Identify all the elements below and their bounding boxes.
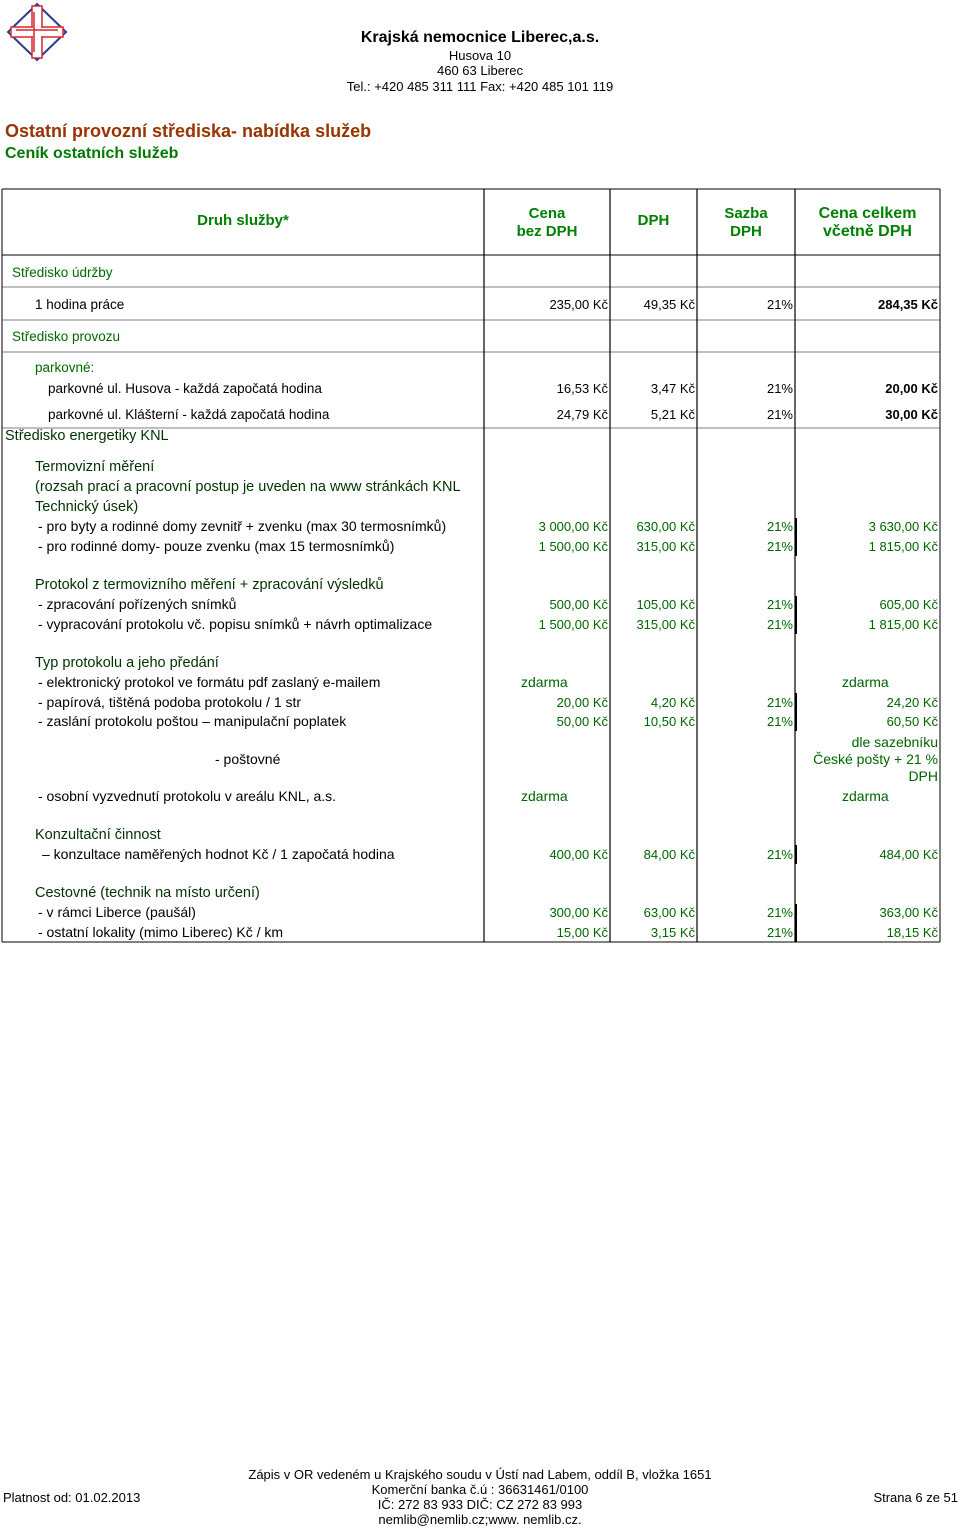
travel-item-total: 18,15 Kč	[886, 925, 938, 940]
hospital-logo	[4, 2, 70, 62]
company-phone: Tel.: +420 485 311 111 Fax: +420 485 101 119	[346, 79, 614, 94]
section-operations: Středisko provozu	[12, 329, 121, 344]
travel-item-rate: 21%	[766, 905, 793, 920]
col-service-header: Druh služby*	[197, 212, 289, 229]
protocol-item-label: - zpracování pořízených snímků	[38, 596, 237, 612]
delivery-postage-label: - poštovné	[215, 751, 281, 767]
row-vat: 5,21 Kč	[650, 407, 695, 422]
delivery-mail-label: - zaslání protokolu poštou – manipulační poplatek	[38, 713, 347, 729]
thermo-item-total: 3 630,00 Kč	[868, 519, 938, 534]
consult-item-total: 484,00 Kč	[879, 847, 938, 862]
delivery-mail-rate: 21%	[766, 714, 793, 729]
company-name: Krajská nemocnice Liberec,a.s.	[360, 29, 600, 46]
delivery-paper-rate: 21%	[766, 695, 793, 710]
consult-title: Konzultační činnost	[35, 827, 161, 843]
protocol-item-rate: 21%	[766, 597, 793, 612]
company-city: 460 63 Liberec	[436, 63, 523, 78]
protocol-item-label: - vypracování protokolu vč. popisu snímků + návrh optimalizace	[38, 616, 433, 632]
protocol-title: Protokol z termovizního měření + zpracování výsledků	[35, 577, 384, 593]
delivery-mail-total: 60,50 Kč	[886, 714, 938, 729]
consult-item-price: 400,00 Kč	[549, 847, 608, 862]
delivery-mail-price: 50,00 Kč	[556, 714, 608, 729]
travel-item-vat: 63,00 Kč	[643, 905, 695, 920]
col-price-header: Cena bez DPH	[516, 205, 578, 240]
protocol-item-rate: 21%	[766, 617, 793, 632]
row-label: parkovné ul. Klášterní - každá započatá hodina	[48, 407, 330, 422]
protocol-item-total: 605,00 Kč	[879, 597, 938, 612]
protocol-item-price: 1 500,00 Kč	[538, 617, 608, 632]
row-vat: 49,35 Kč	[643, 297, 695, 312]
thermo-item-price: 3 000,00 Kč	[538, 519, 608, 534]
delivery-email-label: - elektronický protokol ve formátu pdf zaslaný e-mailem	[38, 674, 381, 690]
page-number: Strana 6 ze 51	[873, 1490, 958, 1505]
row-rate: 21%	[766, 297, 793, 312]
col-vat-header: DPH	[637, 212, 670, 229]
col-rate-header: Sazba DPH	[724, 205, 768, 240]
col-total-header: Cena celkem včetně DPH	[818, 205, 917, 240]
delivery-title: Typ protokolu a jeho předání	[35, 655, 219, 671]
row-total: 284,35 Kč	[878, 297, 938, 312]
thermo-note: (rozsah prací a pracovní postup je uveden na www stránkách KNL	[35, 479, 461, 495]
row-total: 20,00 Kč	[885, 381, 938, 396]
delivery-postage-total: dle sazebníku České pošty + 21 % DPH	[813, 734, 938, 784]
row-price: 24,79 Kč	[556, 407, 608, 422]
row-vat: 3,47 Kč	[650, 381, 695, 396]
protocol-item-total: 1 815,00 Kč	[868, 617, 938, 632]
thermo-title: Termovizní měření	[35, 459, 155, 475]
travel-item-price: 300,00 Kč	[549, 905, 608, 920]
company-street: Husova 10	[448, 48, 512, 63]
travel-item-label: - v rámci Liberce (paušál)	[38, 904, 196, 920]
travel-item-vat: 3,15 Kč	[650, 925, 695, 940]
row-label: parkovné ul. Husova - každá započatá hodina	[48, 381, 322, 396]
delivery-paper-vat: 4,20 Kč	[650, 695, 695, 710]
row-label: 1 hodina práce	[35, 297, 125, 312]
travel-item-total: 363,00 Kč	[879, 905, 938, 920]
protocol-item-price: 500,00 Kč	[549, 597, 608, 612]
page-title: Ostatní provozní střediska- nabídka služeb	[5, 121, 372, 141]
consult-item-rate: 21%	[766, 847, 793, 862]
delivery-pickup-total: zdarma	[842, 788, 889, 804]
delivery-paper-total: 24,20 Kč	[886, 695, 938, 710]
row-total: 30,00 Kč	[885, 407, 938, 422]
thermo-item-label: - pro byty a rodinné domy zevnitř + zvenku (max 30 termosnímků)	[38, 518, 447, 534]
delivery-paper-label: - papírová, tištěná podoba protokolu / 1 str	[38, 694, 302, 710]
delivery-paper-price: 20,00 Kč	[556, 695, 608, 710]
consult-item-vat: 84,00 Kč	[643, 847, 695, 862]
travel-title: Cestovné (technik na místo určení)	[35, 885, 260, 901]
consult-item-label: – konzultace naměřených hodnot Kč / 1 započatá hodina	[42, 846, 395, 862]
section-parking: parkovné:	[35, 360, 95, 375]
row-price: 235,00 Kč	[549, 297, 608, 312]
thermo-item-price: 1 500,00 Kč	[538, 539, 608, 554]
thermo-item-label: - pro rodinné domy- pouze zvenku (max 15 termosnímků)	[38, 538, 395, 554]
thermo-dept: Technický úsek)	[35, 499, 139, 515]
row-price: 16,53 Kč	[556, 381, 608, 396]
travel-item-label: - ostatní lokality (mimo Liberec) Kč / km	[38, 924, 284, 940]
row-rate: 21%	[766, 407, 793, 422]
thermo-item-vat: 630,00 Kč	[636, 519, 695, 534]
delivery-pickup-label: - osobní vyzvednutí protokolu v areálu KNL, a.s.	[38, 788, 337, 804]
protocol-item-vat: 315,00 Kč	[636, 617, 695, 632]
row-rate: 21%	[766, 381, 793, 396]
protocol-item-vat: 105,00 Kč	[636, 597, 695, 612]
delivery-pickup-price: zdarma	[521, 788, 568, 804]
validity-date: Platnost od: 01.02.2013	[3, 1490, 141, 1505]
section-maintenance: Středisko údržby	[12, 265, 113, 280]
thermo-item-total: 1 815,00 Kč	[868, 539, 938, 554]
thermo-item-vat: 315,00 Kč	[636, 539, 695, 554]
footer-info: Zápis v OR vedeném u Krajského soudu v Ústí nad Labem, oddíl B, vložka 1651 Komerční banka č.ú : 36631461/0100 IČ: 272 83 933 DIČ: CZ 272 83 993 nemlib@nemlib.cz;www. nemlib.cz.	[248, 1467, 712, 1527]
delivery-email-price: zdarma	[521, 674, 568, 690]
page-subtitle: Ceník ostatních služeb	[5, 145, 179, 162]
delivery-mail-vat: 10,50 Kč	[643, 714, 695, 729]
thermo-item-rate: 21%	[766, 539, 793, 554]
delivery-email-total: zdarma	[842, 674, 889, 690]
thermo-item-rate: 21%	[766, 519, 793, 534]
section-energy: Středisko energetiky KNL	[5, 428, 169, 444]
travel-item-price: 15,00 Kč	[556, 925, 608, 940]
travel-item-rate: 21%	[766, 925, 793, 940]
